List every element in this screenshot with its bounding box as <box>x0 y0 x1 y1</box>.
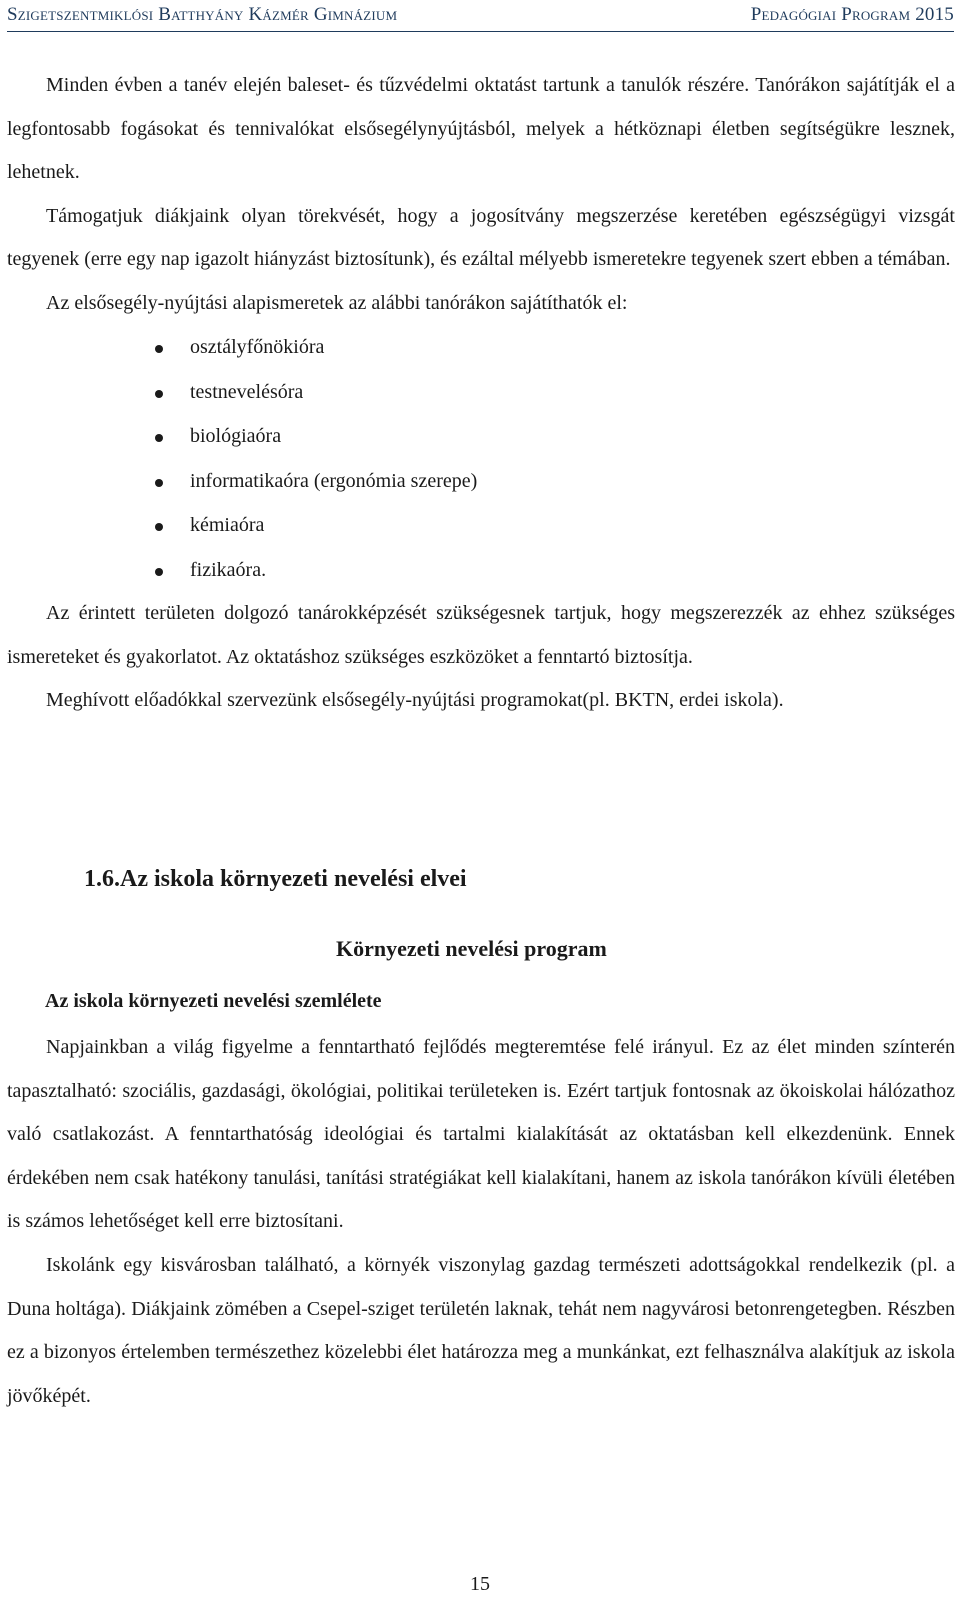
document-body-bottom <box>7 1026 955 1418</box>
paragraph-school-location: Iskolánk egy kisvárosban található, a környék viszonylag gazdag természeti adottságokkal rendelkezik (pl. a Duna holtága). Diákjaink zömében a Csepel-sziget területén laknak, tehát nem nagyvárosi betonrengetegben. Részben ez a bizonyos értelemben természethez közelebbi élet határozza meg a munkánkat, ezt felhasználva alakítjuk az iskola jövőképét. <box>7 1253 955 1407</box>
paragraph-safety-training: Minden évben a tanév elején baleset- és tűzvédelmi oktatást tartunk a tanulók részére. Tanórákon sajátítják el a legfontosabb fogásokat és tennivalókat elsősegélynyújtásból, melyek a hétköznapi életben segítségükre lesznek, lehetnek. <box>7 74 955 183</box>
header-divider <box>7 31 954 32</box>
subject-list <box>7 325 955 592</box>
list-item: kémiaóra <box>7 503 955 548</box>
bullet-icon <box>155 479 163 487</box>
page-number: 15 <box>470 1573 490 1595</box>
paragraph-teacher-training: Az érintett területen dolgozó tanárokképzését szükségesnek tartjuk, hogy megszerezzék az ehhez szükséges ismereteket és gyakorlatot. Az oktatáshoz szükséges eszközöket a fenntartó biztosítja. <box>7 602 955 668</box>
list-item: fizikaóra. <box>7 548 955 593</box>
bullet-icon <box>155 523 163 531</box>
list-item: testnevelésóra <box>7 370 955 415</box>
section-heading <box>84 866 467 893</box>
list-item: biológiaóra <box>7 414 955 459</box>
subheading: Az iskola környezeti nevelési szemlélete <box>45 990 382 1012</box>
header-school-name: Szigetszentmiklósi Batthyány Kázmér Gimnázium <box>7 4 398 25</box>
program-title: Környezeti nevelési program <box>336 936 607 961</box>
list-item: osztályfőnökióra <box>7 325 955 370</box>
paragraph-drivers-license: Támogatjuk diákjaink olyan törekvését, hogy a jogosítvány megszerzése keretében egészségügyi vizsgát tegyenek (erre egy nap igazolt hiányzást biztosítunk), és ezáltal mélyebb ismeretekre tegyenek szert ebben a témában. <box>7 204 955 270</box>
page-header <box>0 0 960 40</box>
paragraph-sustainability: Napjainkban a világ figyelme a fenntartható fejlődés megteremtése felé irányul. Ez az élet minden színterén tapasztalható: szociális, gazdasági, ökológiai, politikai területeken is. Ezért tartjuk fontosnak az ökoiskolai hálózathoz való csatlakozást. A fenntarthatóság ideológiai és tartalmi kialakítását az oktatásban kell elkezdenünk. Ennek érdekében nem csak hatékony tanulási, tanítási stratégiákat kell kialakítani, hanem az iskola tanórákon kívüli életében is számos lehetőséget kell erre biztosítani. <box>7 1036 955 1233</box>
bullet-icon <box>155 568 163 576</box>
paragraph-invited-speakers: Meghívott előadókkal szervezünk elsősegély-nyújtási programokat(pl. BKTN, erdei iskola). <box>46 689 784 711</box>
section-number: 1.6. <box>84 866 120 892</box>
list-item: informatikaóra (ergonómia szerepe) <box>7 459 955 504</box>
section-title: Az iskola környezeti nevelési elvei <box>120 866 467 892</box>
paragraph-first-aid-intro: Az elsősegély-nyújtási alapismeretek az alábbi tanórákon sajátíthatók el: <box>46 291 628 314</box>
bullet-icon <box>155 390 163 398</box>
bullet-icon <box>155 345 163 353</box>
document-body-top <box>7 64 955 723</box>
header-document-title: Pedagógiai Program 2015 <box>750 4 954 25</box>
bullet-icon <box>155 434 163 442</box>
